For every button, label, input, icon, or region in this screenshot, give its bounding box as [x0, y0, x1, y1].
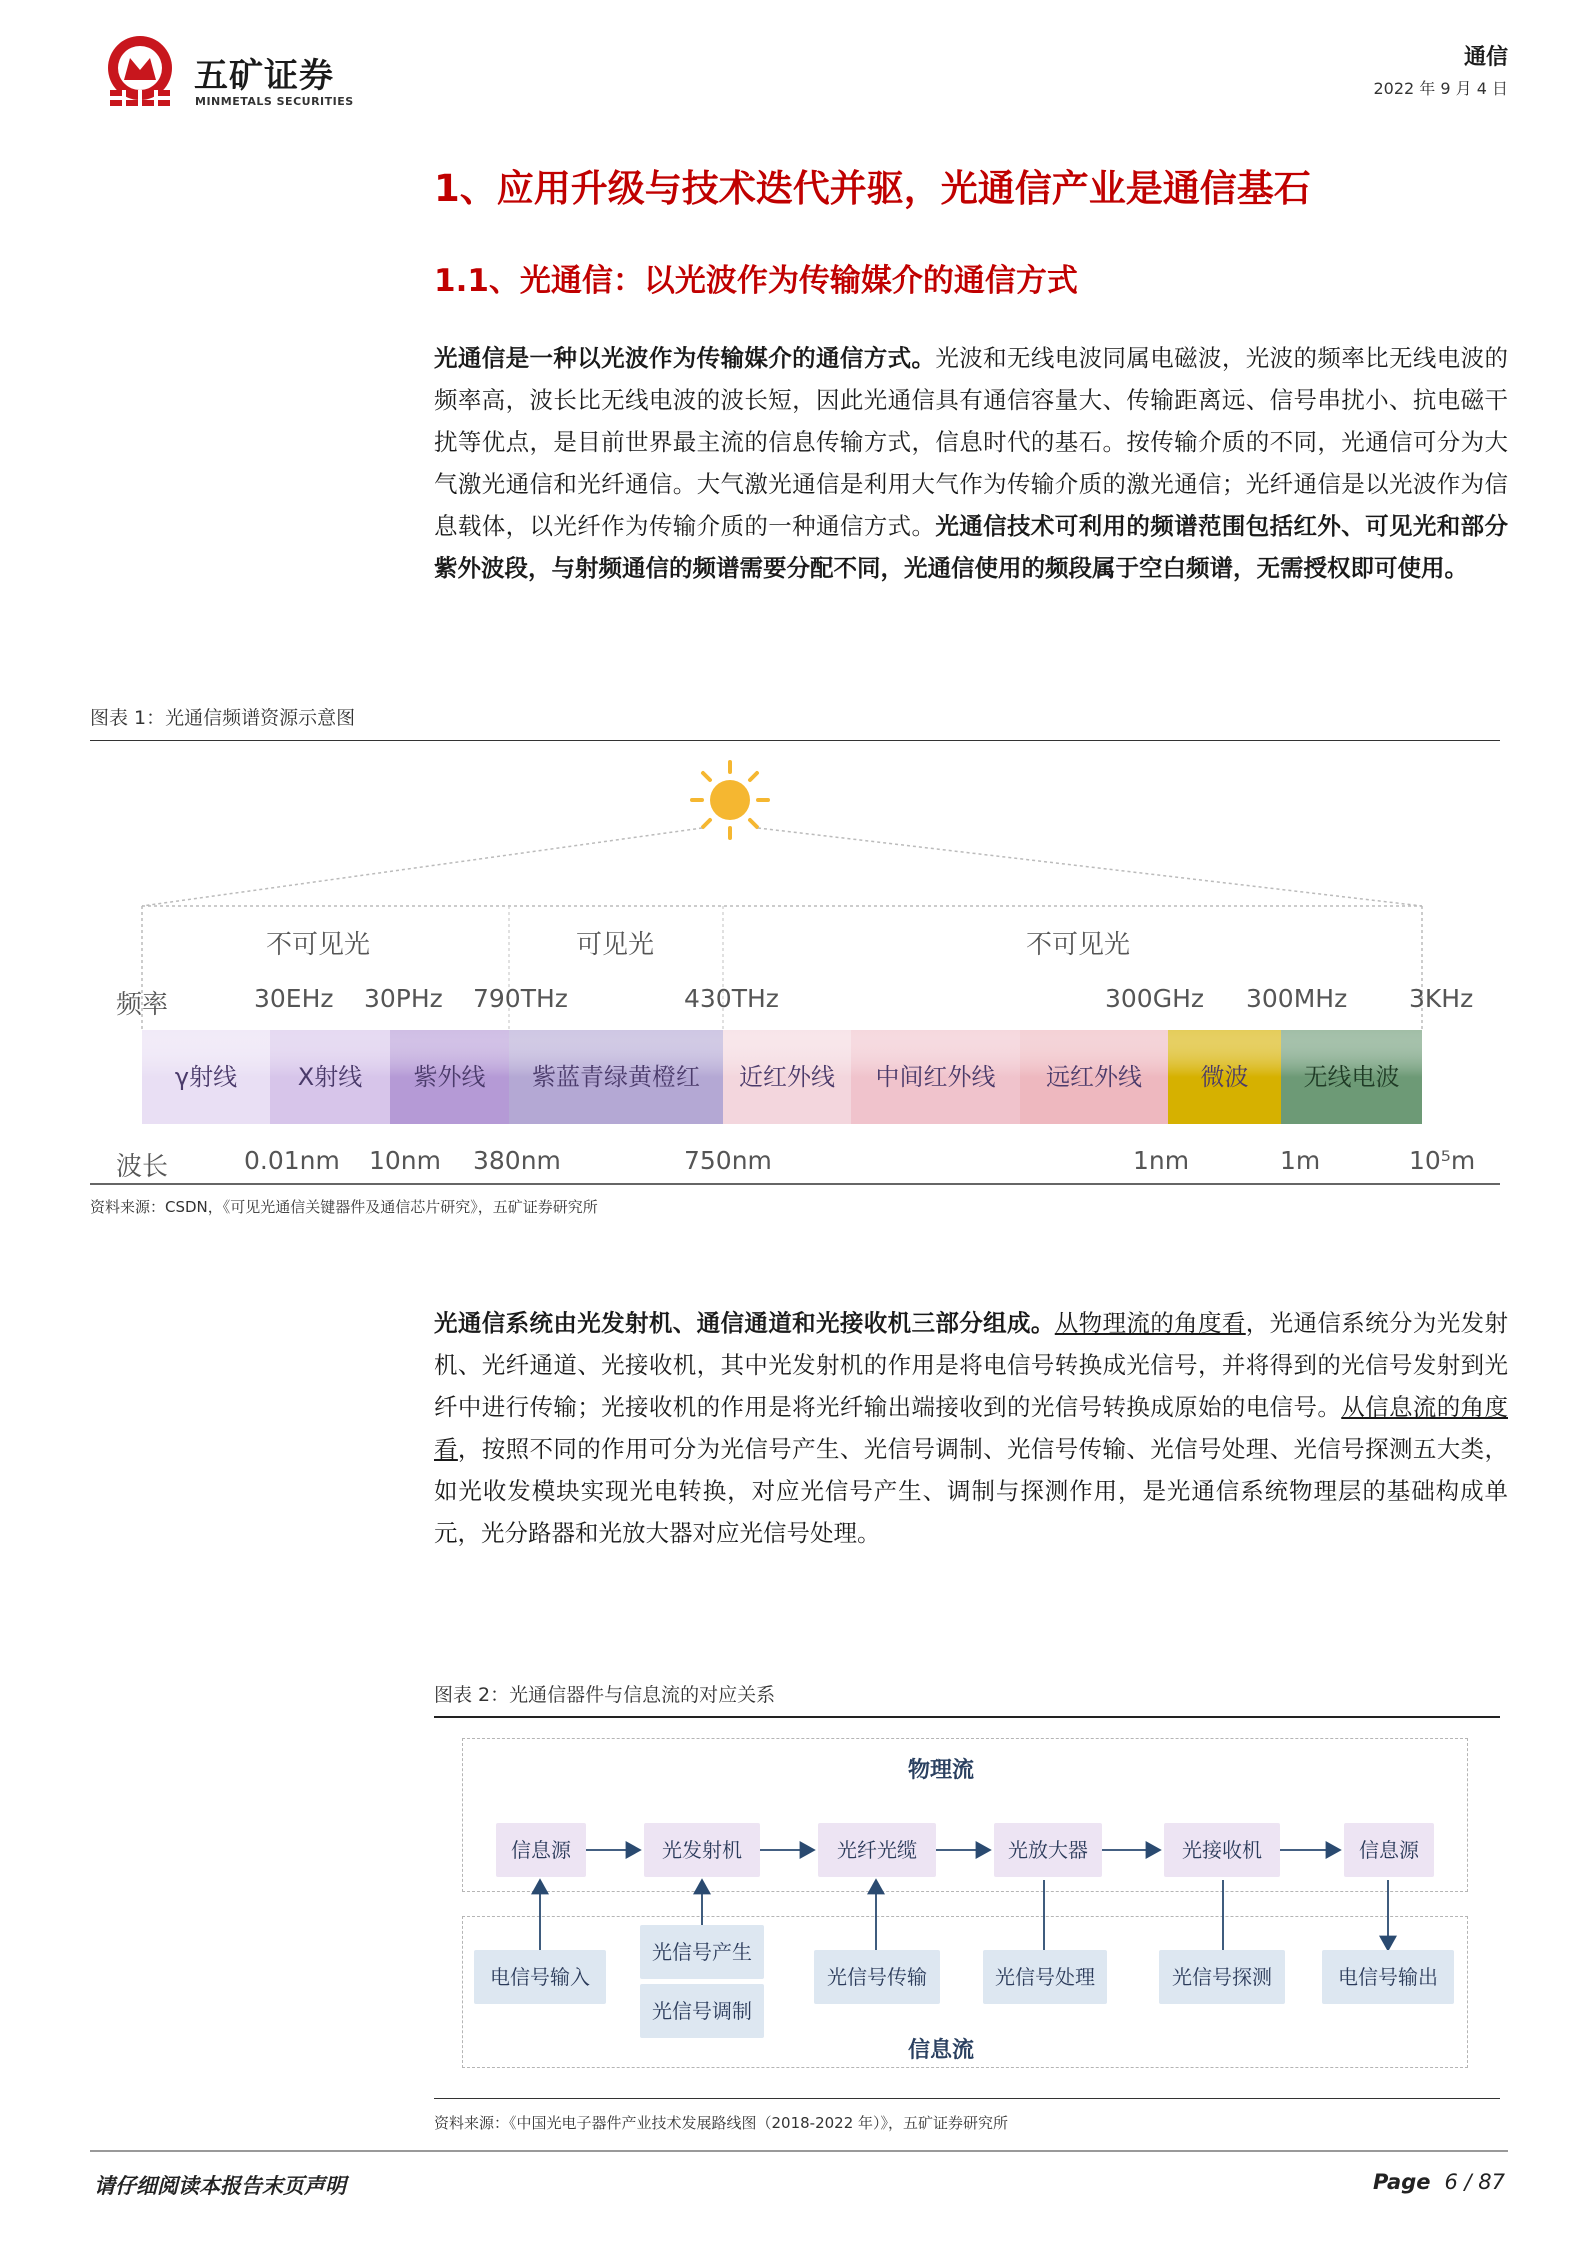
band-microwave: 微波: [1200, 1063, 1249, 1091]
page-indicator: [1373, 2170, 1505, 2194]
freq-tick: 300MHz: [1246, 984, 1348, 1013]
info-generation: 光信号产生: [640, 1925, 764, 1979]
physical-sink: 信息源: [1344, 1823, 1434, 1877]
freq-tick: 30PHz: [364, 984, 443, 1013]
info-output: 电信号输出: [1322, 1950, 1454, 2004]
para2-mid-1: ，光通信系统分为光发射机、光纤通道、光接收机，其中光发射机的作用是将电信号转换成光信号，并将得到的光信号发射到光纤中进行传输；光接收机的作用是将光纤输出端接收到的光信号转换成原始的电信号。: [434, 1309, 1508, 1421]
para2-mid-2: ，按照不同的作用可分为光信号产生、光信号调制、光信号传输、光信号处理、光信号探测五大类，如光收发模块实现光电转换，对应光信号产生、调制与探测作用，是光通信系统物理层的基础构成单元，光分路器和光放大器对应光信号处理。: [434, 1435, 1508, 1547]
report-date: 2022 年 9 月 4 日: [1373, 79, 1508, 98]
freq-tick: 300GHz: [1105, 984, 1205, 1013]
info-modulation: 光信号调制: [640, 1984, 764, 2038]
figure-1-source: 资料来源：CSDN，《可见光通信关键器件及通信芯片研究》，五矿证券研究所: [90, 1198, 598, 1216]
band-uv: 紫外线: [413, 1063, 486, 1091]
band-near-ir: 近红外线: [739, 1063, 835, 1091]
wave-tick: 750nm: [684, 1146, 772, 1175]
page-word: Page: [1372, 2170, 1431, 2194]
region-invisible-left: 不可见光: [266, 930, 371, 960]
info-transmission: 光信号传输: [814, 1950, 940, 2004]
physical-amplifier: 光放大器: [994, 1823, 1102, 1877]
brand-name-cn: 五矿证券: [194, 56, 334, 96]
info-processing: 光信号处理: [983, 1950, 1107, 2004]
frequency-label: 频率: [116, 990, 169, 1020]
wave-tick: 10nm: [369, 1146, 442, 1175]
figure-1-caption: 图表 1：光通信频谱资源示意图: [90, 707, 356, 729]
heading-2: 1.1、光通信：以光波作为传输媒介的通信方式: [434, 263, 1078, 299]
para1-tail: 光通信技术可利用的频谱范围包括红外、可见光和部分紫外波段，与射频通信的频谱需要分配不同，光通信使用的频段属于空白频谱，无需授权即可使用。: [434, 512, 1508, 582]
freq-tick: 790THz: [473, 984, 568, 1013]
figure-2-bottom-rule: [434, 2098, 1500, 2099]
page-number: 6 / 87: [1444, 2170, 1505, 2194]
figure-2-caption: 图表 2：光通信器件与信息流的对应关系: [434, 1684, 776, 1706]
band-visible: 紫蓝青绿黄橙红: [532, 1063, 700, 1091]
freq-tick: 30EHz: [254, 984, 334, 1013]
band-far-ir: 远红外线: [1046, 1063, 1142, 1091]
footer-disclaimer: 请仔细阅读本报告末页声明: [94, 2174, 346, 2198]
para2-underline-1: 从物理流的角度看: [1054, 1309, 1246, 1337]
report-section: 通信: [1463, 45, 1508, 70]
wave-tick: 1m: [1280, 1146, 1321, 1175]
freq-tick: 3KHz: [1409, 984, 1474, 1013]
wave-tick: 380nm: [473, 1146, 561, 1175]
para1-body: 光波和无线电波同属电磁波，光波的频率比无线电波的频率高，波长比无线电波的波长短，因此光通信具有通信容量大、传输距离远、信号串扰小、抗电磁干扰等优点，是目前世界最主流的信息传输方式，信息时代的基石。按传输介质的不同，光通信可分为大气激光通信和光纤通信。大气激光通信是利用大气作为传输介质的激光通信；光纤通信是以光波作为信息载体，以光纤作为传输介质的一种通信方式。: [434, 344, 1508, 540]
heading-1: 1、应用升级与技术迭代并驱，光通信产业是通信基石: [434, 167, 1311, 210]
region-invisible-right: 不可见光: [1026, 930, 1131, 960]
band-radio: 无线电波: [1303, 1063, 1400, 1091]
para2-underline-2: 从信息流的角度看: [434, 1393, 1508, 1463]
para2-lead: 光通信系统由光发射机、通信通道和光接收机三部分组成。: [434, 1309, 1055, 1337]
brand-name-en: MINMETALS SECURITIES: [195, 95, 354, 108]
wavelength-label: 波长: [116, 1152, 169, 1182]
info-detection: 光信号探测: [1159, 1950, 1285, 2004]
physical-transmitter: 光发射机: [644, 1823, 760, 1877]
band-gamma: γ射线: [174, 1063, 238, 1091]
band-xray: X射线: [297, 1063, 363, 1091]
physical-flow-label: 物理流: [908, 1758, 975, 1783]
physical-receiver: 光接收机: [1164, 1823, 1280, 1877]
region-visible: 可见光: [576, 930, 655, 960]
para1-lead: 光通信是一种以光波作为传输媒介的通信方式。: [434, 344, 936, 372]
figure-2-source: 资料来源：《中国光电子器件产业技术发展路线图（2018-2022 年）》，五矿证券研究所: [434, 2114, 1009, 2132]
footer-rule: [90, 2150, 1508, 2152]
freq-tick: 430THz: [684, 984, 779, 1013]
wave-tick: 1nm: [1133, 1146, 1190, 1175]
physical-source: 信息源: [496, 1823, 586, 1877]
physical-fiber: 光纤光缆: [818, 1823, 936, 1877]
wave-tick: 10⁵m: [1409, 1146, 1476, 1175]
info-input: 电信号输入: [474, 1950, 606, 2004]
info-flow-label: 信息流: [908, 2038, 975, 2063]
band-mid-ir: 中间红外线: [875, 1063, 996, 1091]
wave-tick: 0.01nm: [244, 1146, 340, 1175]
